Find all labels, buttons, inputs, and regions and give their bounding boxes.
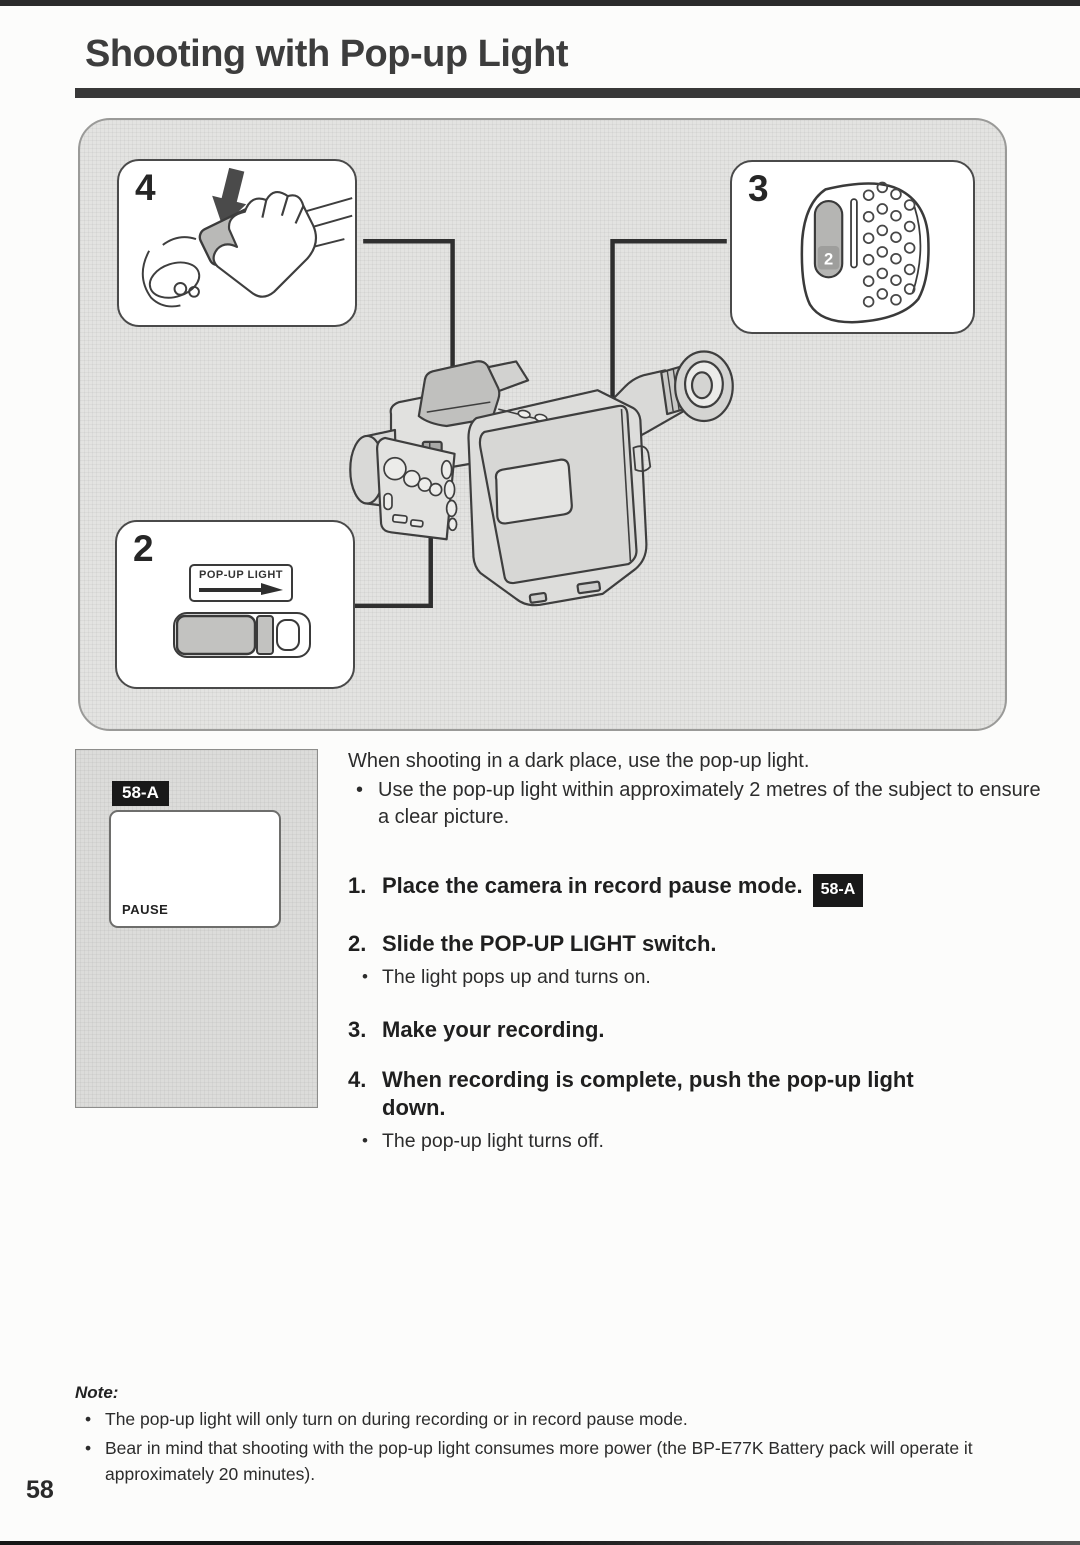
step-4-bullet: • The pop-up light turns off. [348,1128,1048,1154]
reference-badge: 58-A [112,781,169,806]
callout-line-step4 [363,241,452,380]
scan-edge-top [0,0,1080,6]
scan-edge-bottom [0,1541,1080,1545]
inset-step3-record-button [730,160,975,334]
intro-text: When shooting in a dark place, use the pop-up light. [348,750,810,772]
record-button-number: 2 [823,249,834,269]
step-3 [348,1016,1048,1044]
push-light-down-art [119,161,355,325]
note-section [75,1383,1045,1487]
note-bullet-1: • The pop-up light will only turn on during recording or in record pause mode. [75,1406,1045,1432]
illustration-panel [78,118,1007,731]
screen-reference-panel [75,749,318,1108]
step-3-text: Make your recording. [382,1017,605,1042]
slide-direction-arrow-icon [197,582,285,596]
step-3-number: 3. [348,1017,367,1042]
page-title: Shooting with Pop-up Light [85,33,568,75]
popup-light-switch [172,610,312,662]
instructions-column [348,748,1048,1154]
step-1-text: Place the camera in record pause mode. [382,873,803,898]
step-1 [348,872,1048,907]
page-number: 58 [26,1476,54,1504]
step-4-number: 4. [348,1067,367,1092]
step-2-bullet: • The light pops up and turns on. [348,964,1048,990]
title-underline [75,88,1080,98]
inset-step4-number: 4 [135,167,156,208]
step-2 [348,930,1048,958]
popup-light-label-plate [189,564,293,602]
step-2-text: Slide the POP-UP LIGHT switch. [382,931,717,956]
screen-status-text: PAUSE [122,902,169,917]
step-4-text: When recording is complete, push the pop-up light down. [382,1067,914,1120]
step-1-number: 1. [348,873,367,898]
inset-step4-push-light-down [117,159,357,327]
viewfinder-screen [109,810,281,928]
popup-light-label: POP-UP LIGHT [198,569,284,581]
step-1-reference-badge: 58-A [813,874,864,907]
camcorder-line-art [350,351,732,605]
inset-step3-number: 3 [748,168,769,209]
step-4 [348,1066,1048,1122]
switch-thumb [177,616,255,654]
note-label: Note: [75,1383,119,1402]
inset-step2-popup-switch [115,520,355,689]
record-button-art [732,162,973,332]
note-bullet-2: • Bear in mind that shooting with the pop-up light consumes more power (the BP-E77K Battery pack will operate it approximately 20 minutes). [75,1435,1045,1487]
intro-bullet: • Use the pop-up light within approximately 2 metres of the subject to ensure a clear picture. [348,777,1048,831]
inset-step2-number: 2 [133,528,154,569]
step-2-number: 2. [348,931,367,956]
